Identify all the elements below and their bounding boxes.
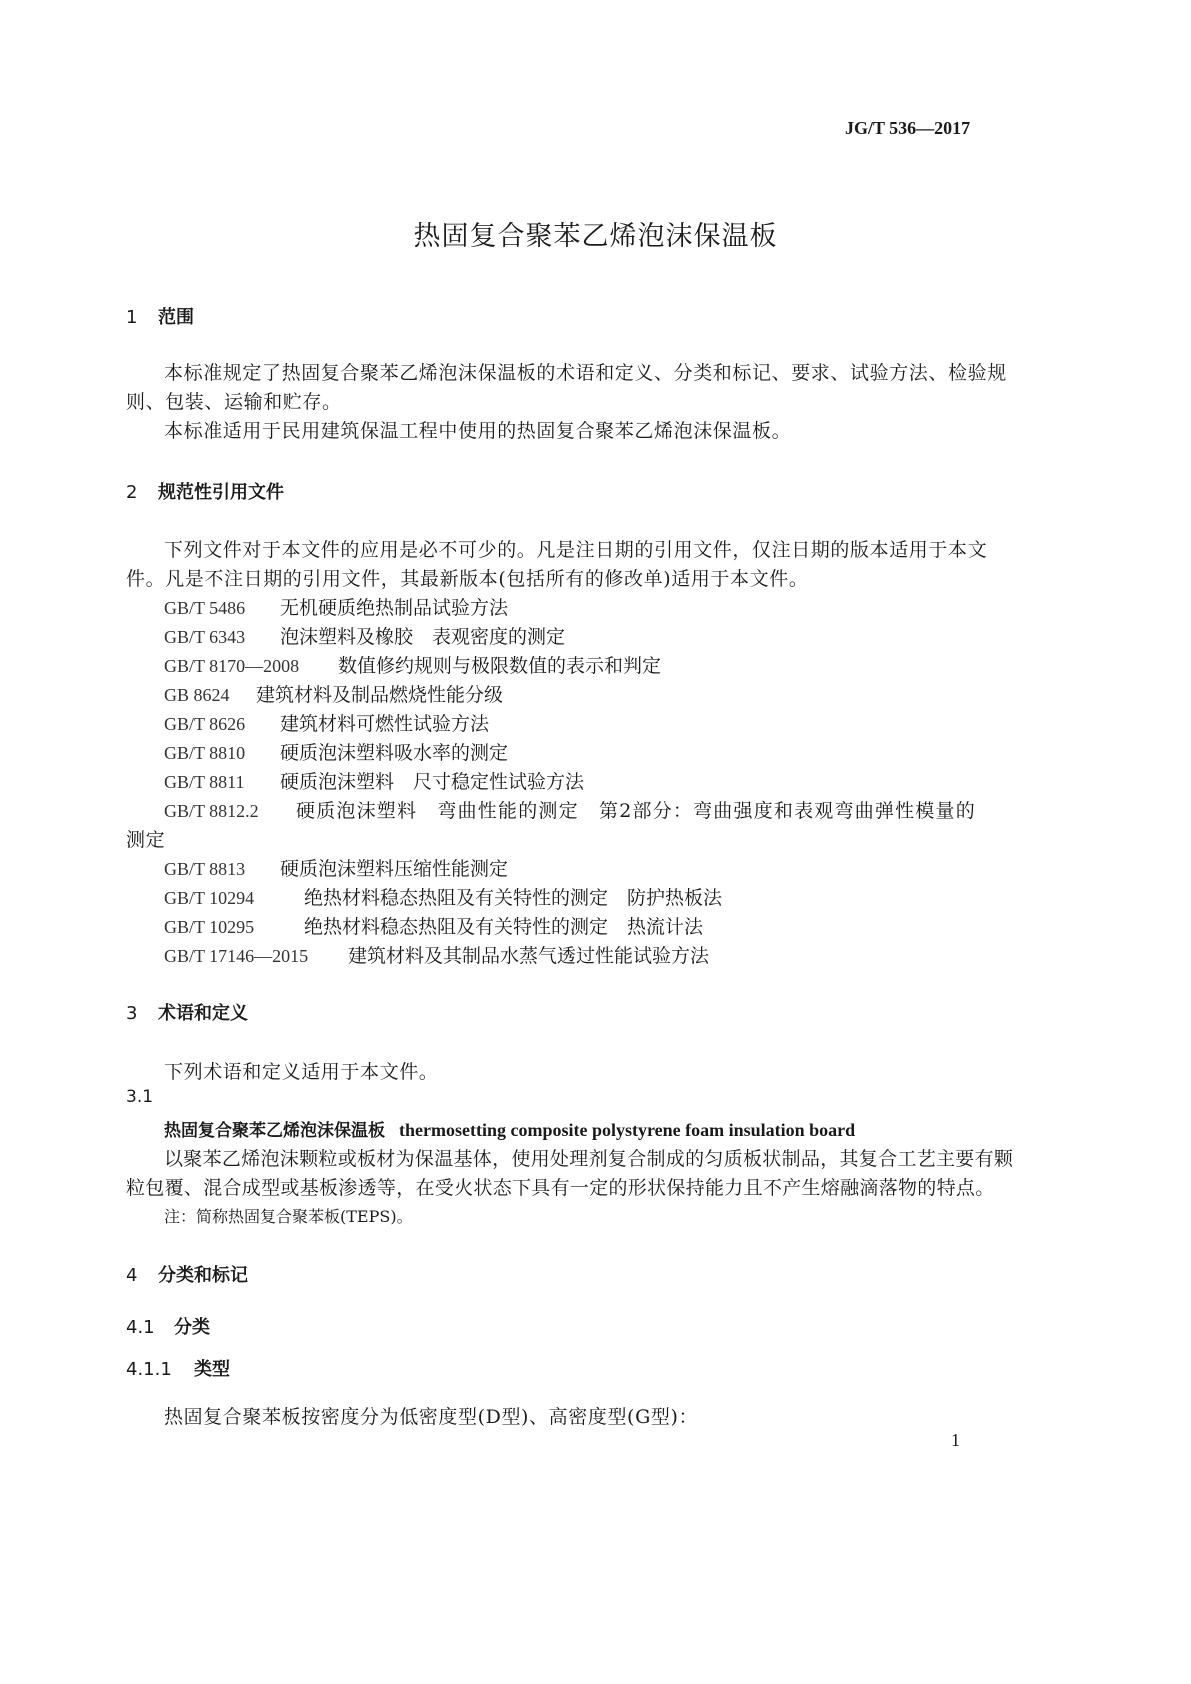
reference-item — [164, 854, 508, 881]
reference-title: 硬质泡沫塑料 弯曲性能的测定 第2部分：弯曲强度和表观弯曲弹性模量的 — [296, 800, 976, 822]
reference-title: 无机硬质绝热制品试验方法 — [280, 597, 509, 619]
term-chinese: 热固复合聚苯乙烯泡沫保温板 — [164, 1121, 385, 1141]
reference-item — [164, 709, 489, 736]
reference-item — [164, 738, 508, 765]
section-title: 范围 — [158, 307, 194, 328]
section-number: 4.1 — [126, 1317, 155, 1338]
term-number: 3.1 — [126, 1087, 154, 1107]
paragraph: 热固复合聚苯板按密度分为低密度型(D型)、高密度型(G型)： — [164, 1406, 699, 1428]
reference-title: 建筑材料及其制品水蒸气透过性能试验方法 — [348, 945, 710, 967]
paragraph-continuation: 件。凡是不注日期的引用文件，其最新版本(包括所有的修改单)适用于本文件。 — [126, 568, 809, 590]
reference-title: 绝热材料稳态热阻及有关特性的测定 热流计法 — [304, 916, 704, 938]
section-3-heading — [126, 999, 248, 1025]
term-definition: 以聚苯乙烯泡沫颗粒或板材为保温基体，使用处理剂复合制成的匀质板状制品，其复合工艺主要有颗 — [164, 1148, 1014, 1170]
reference-item — [164, 622, 565, 649]
reference-code: GB/T 8812.2 — [164, 801, 259, 821]
reference-item — [164, 651, 661, 678]
section-4-heading — [126, 1261, 248, 1287]
reference-code: GB/T 8811 — [164, 772, 245, 792]
page-number: 1 — [951, 1430, 960, 1450]
reference-item — [164, 912, 703, 939]
section-title: 术语和定义 — [158, 1003, 248, 1024]
reference-code: GB/T 8170—2008 — [164, 656, 300, 676]
reference-continuation: 测定 — [126, 829, 166, 851]
reference-title: 硬质泡沫塑料吸水率的测定 — [280, 742, 509, 764]
paragraph: 下列文件对于本文件的应用是必不可少的。凡是注日期的引用文件，仅注日期的版本适用于本文 — [164, 539, 988, 561]
reference-item — [164, 767, 584, 794]
section-number: 4.1.1 — [126, 1359, 172, 1380]
reference-title: 建筑材料及制品燃烧性能分级 — [256, 684, 504, 706]
reference-item — [164, 796, 976, 823]
section-title: 类型 — [194, 1359, 230, 1380]
section-number: 1 — [126, 307, 138, 328]
paragraph-continuation: 则、包装、运输和贮存。 — [126, 391, 342, 413]
reference-item — [164, 680, 503, 707]
reference-title: 数值修约规则与极限数值的表示和判定 — [338, 655, 662, 677]
reference-code: GB/T 17146—2015 — [164, 946, 309, 966]
section-number: 2 — [126, 482, 138, 503]
reference-title: 绝热材料稳态热阻及有关特性的测定 防护热板法 — [304, 887, 723, 909]
reference-title: 建筑材料可燃性试验方法 — [280, 713, 490, 735]
section-title: 分类和标记 — [158, 1265, 248, 1286]
reference-code: GB/T 8813 — [164, 859, 246, 879]
reference-item — [164, 593, 508, 620]
standard-code: JG/T 536—2017 — [845, 118, 971, 138]
term-definition-continuation: 粒包覆、混合成型或基板渗透等，在受火状态下具有一定的形状保持能力且不产生熔融滴落物的特点。 — [126, 1177, 995, 1199]
reference-code: GB/T 5486 — [164, 598, 246, 618]
reference-item — [164, 883, 722, 910]
reference-code: GB/T 6343 — [164, 627, 246, 647]
paragraph: 本标准适用于民用建筑保温工程中使用的热固复合聚苯乙烯泡沫保温板。 — [164, 420, 792, 442]
reference-title: 硬质泡沫塑料 尺寸稳定性试验方法 — [280, 771, 585, 793]
subsection-4-1-heading — [126, 1313, 210, 1339]
subsection-4-1-1-heading — [126, 1355, 230, 1381]
section-title: 规范性引用文件 — [158, 482, 284, 503]
section-number: 3 — [126, 1003, 138, 1024]
reference-title: 硬质泡沫塑料压缩性能测定 — [280, 858, 509, 880]
paragraph: 本标准规定了热固复合聚苯乙烯泡沫保温板的术语和定义、分类和标记、要求、试验方法、检验规 — [164, 362, 1007, 384]
document-title: 热固复合聚苯乙烯泡沫保温板 — [413, 221, 778, 252]
term-note: 注：简称热固复合聚苯板(TEPS)。 — [164, 1207, 413, 1226]
section-1-heading — [126, 303, 194, 329]
reference-code: GB/T 8810 — [164, 743, 246, 763]
reference-code: GB/T 8626 — [164, 714, 246, 734]
reference-item — [164, 941, 709, 968]
term-english: thermosetting composite polystyrene foam insulation board — [399, 1120, 856, 1140]
reference-code: GB 8624 — [164, 685, 230, 705]
section-title: 分类 — [174, 1317, 210, 1338]
paragraph: 下列术语和定义适用于本文件。 — [164, 1061, 439, 1083]
reference-code: GB/T 10295 — [164, 917, 255, 937]
section-2-heading — [126, 478, 284, 504]
reference-title: 泡沫塑料及橡胶 表观密度的测定 — [280, 626, 566, 648]
section-number: 4 — [126, 1265, 138, 1286]
term-entry — [164, 1116, 855, 1141]
reference-code: GB/T 10294 — [164, 888, 255, 908]
